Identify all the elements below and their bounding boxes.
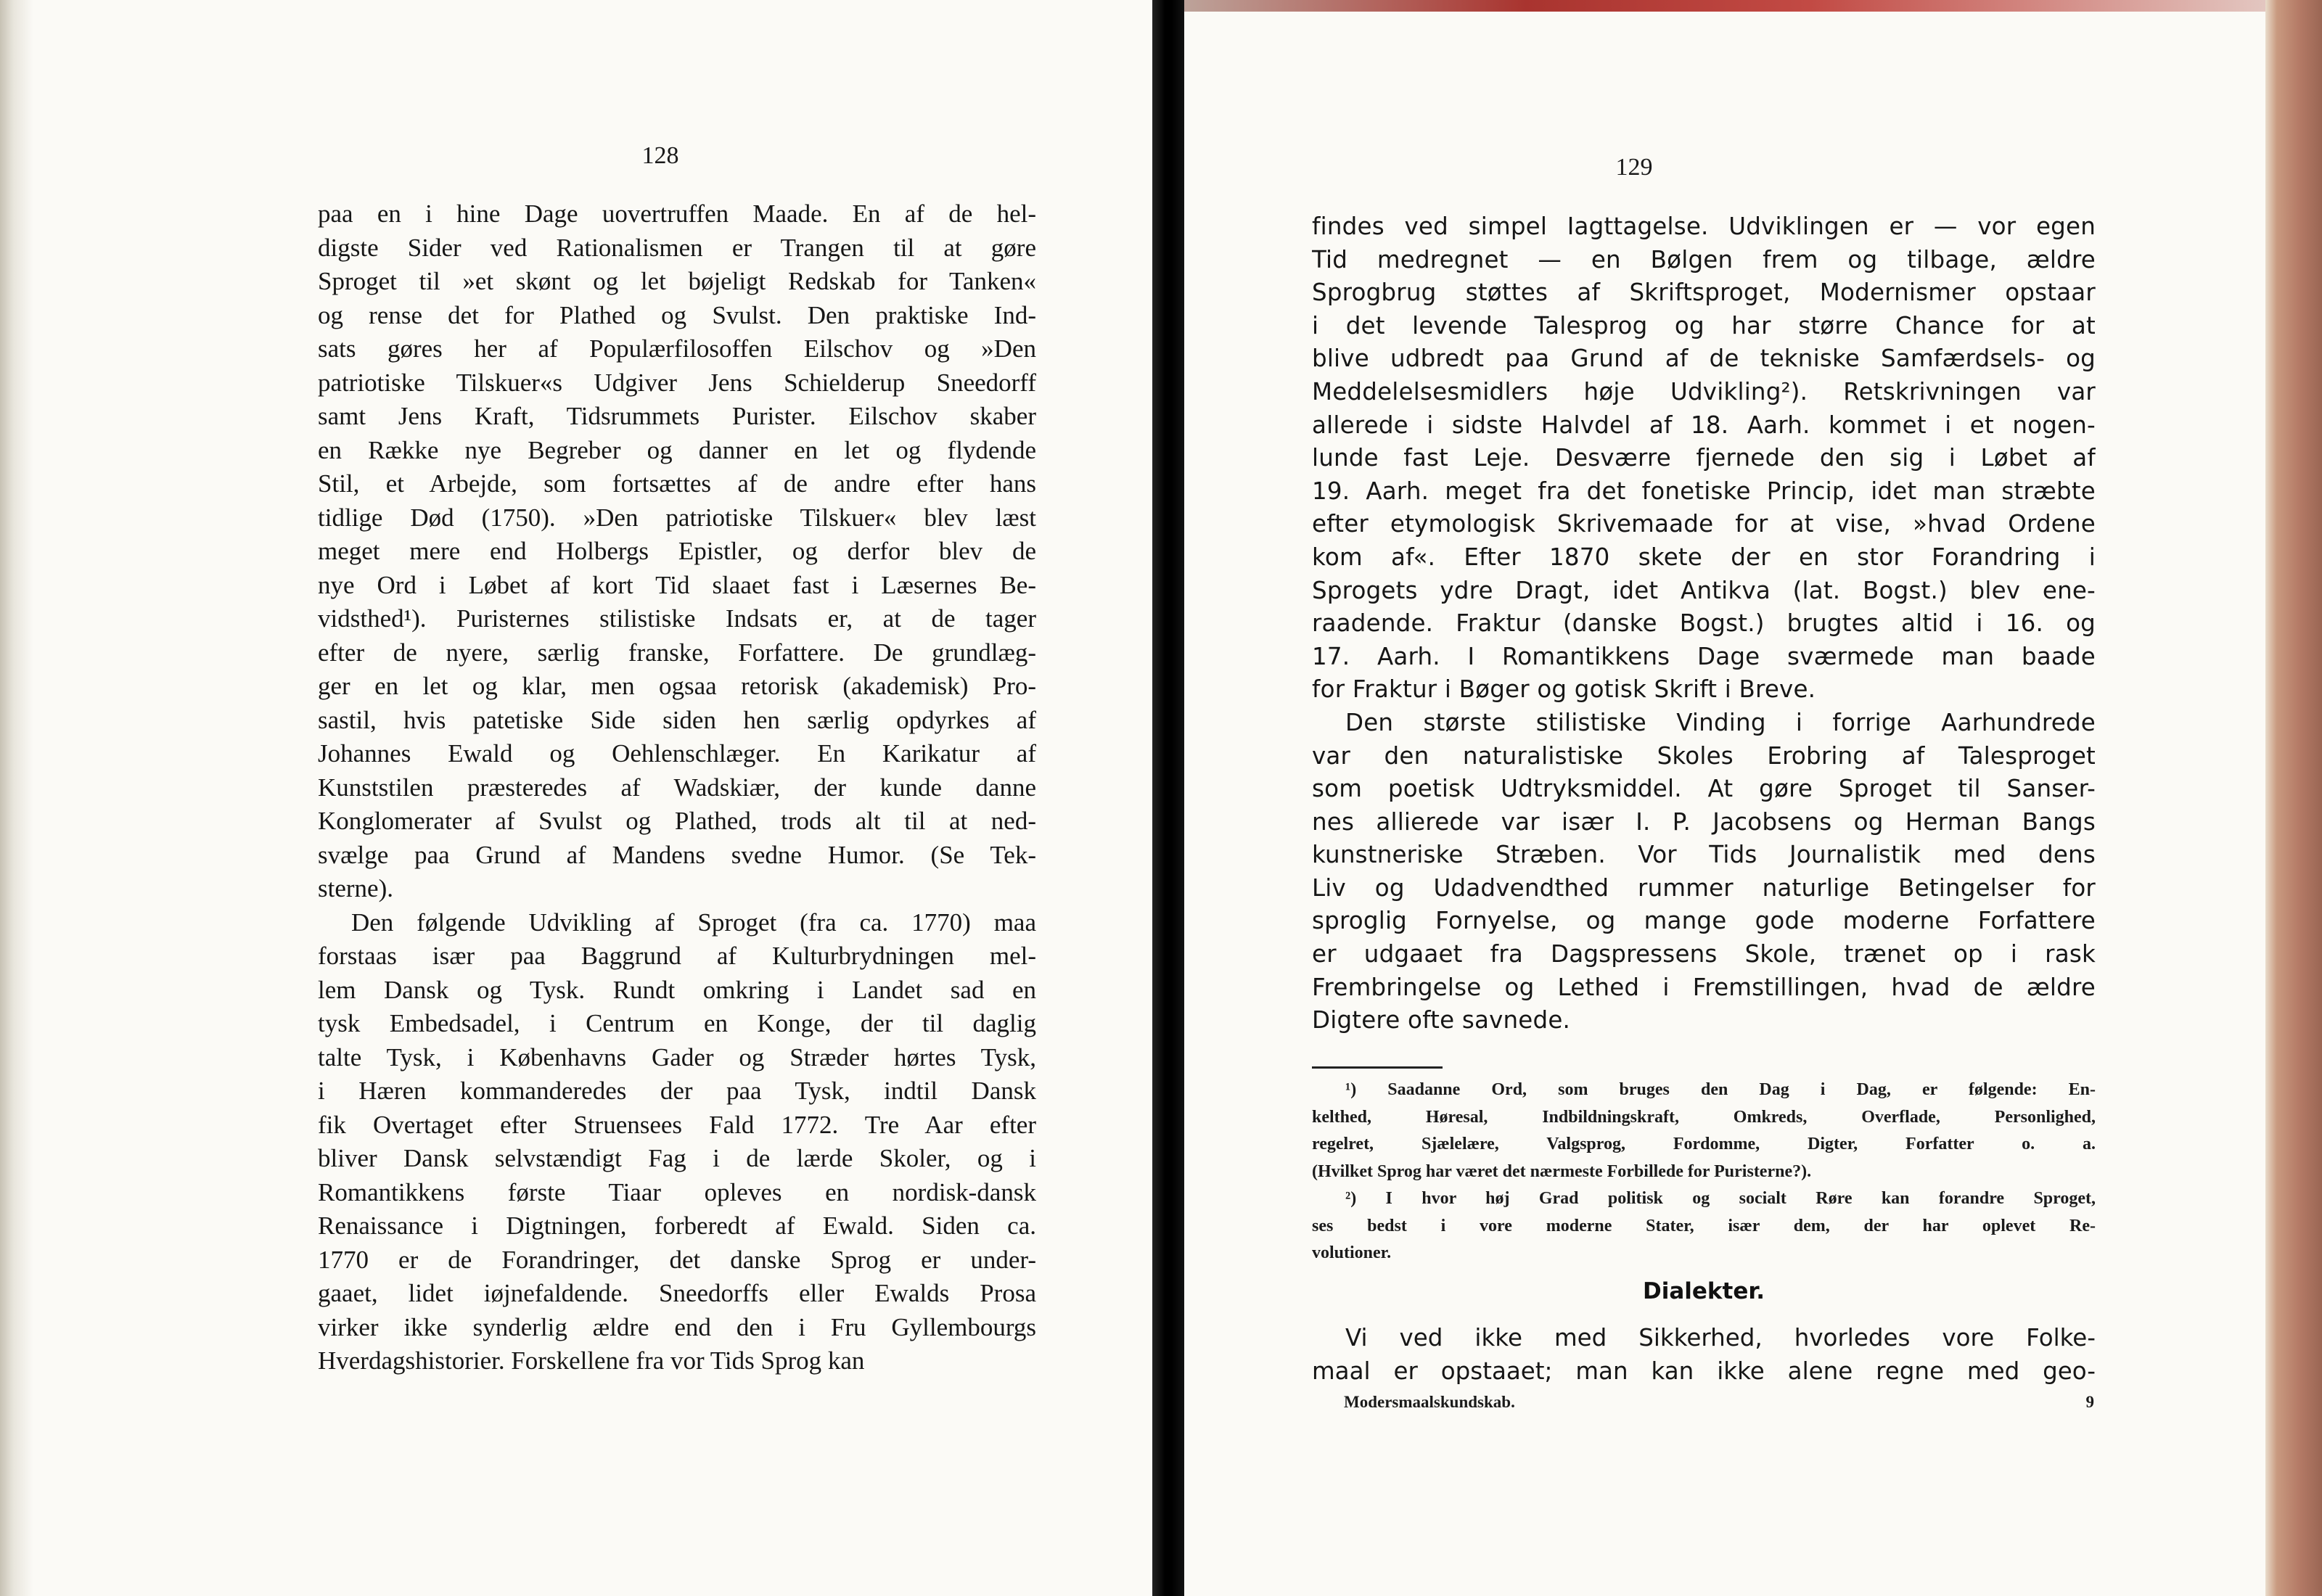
footnote-line: kelthed, Høresal, Indbildningskraft, Omkreds, Overflade, Personlighed, xyxy=(1312,1107,2096,1127)
text-line: Renaissance i Digtningen, forberedt af Ewald. Siden ca. xyxy=(318,1212,1036,1240)
text-line: Sprogets ydre Dragt, idet Antikva (lat. Bogst.) blev ene- xyxy=(1312,576,2096,604)
text-line: var den naturalistiske Skoles Erobring af Talesproget xyxy=(1312,741,2096,770)
text-line: i Hæren kommanderedes der paa Tysk, indtil Dansk xyxy=(318,1077,1036,1105)
signature-number: 9 xyxy=(2085,1393,2094,1411)
text-line: Sprogbrug støttes af Skriftsproget, Modernismer opstaar xyxy=(1312,279,2096,307)
text-line: Hverdagshistorier. Forskellene fra vor Tids Sprog kan xyxy=(318,1346,865,1375)
right-body-text xyxy=(1312,210,2096,1037)
text-line: findes ved simpel Iagttagelse. Udviklingen er — vor egen xyxy=(1312,213,2096,240)
text-line: maal er opstaaet; man kan ikke alene regne med geo- xyxy=(1312,1357,2096,1385)
text-line: kom af«. Efter 1870 skete der en stor Forandring i xyxy=(1312,543,2096,571)
text-line: er udgaaet fra Dagspressens Skole, trænet op i rask xyxy=(1312,940,2096,968)
right-page xyxy=(1184,0,2322,1596)
text-line: Meddelelsesmidlers høje Udvikling²). Retskrivningen var xyxy=(1312,377,2096,406)
text-line: svælge paa Grund af Mandens svedne Humor. (Se Tek- xyxy=(318,840,1036,869)
text-line: nes allierede var især I. P. Jacobsens og Herman Bangs xyxy=(1312,807,2096,836)
text-line: 17. Aarh. I Romantikkens Dage sværmede man baade xyxy=(1312,642,2096,670)
text-line: blive udbredt paa Grund af de tekniske Samfærdsels- og xyxy=(1312,345,2096,373)
text-line: 1770 er de Forandringer, det danske Sprog er under- xyxy=(318,1245,1036,1274)
text-line: Johannes Ewald og Oehlenschlæger. En Karikatur af xyxy=(318,739,1036,768)
page-number-right: 129 xyxy=(1615,154,1653,181)
text-line: Sproget til »et skønt og let bøjeligt Redskab for Tanken« xyxy=(318,267,1036,295)
text-line: Den største stilistiske Vinding i forrige Aarhundrede xyxy=(1345,708,2096,736)
text-line: tysk Embedsadel, i Centrum en Konge, der til daglig xyxy=(318,1009,1036,1037)
text-line: Stil, et Arbejde, som fortsættes af de andre efter hans xyxy=(318,469,1036,498)
text-line: nye Ord i Løbet af kort Tid slaaet fast i Læsernes Be- xyxy=(318,570,1036,599)
footnote-divider xyxy=(1312,1066,1443,1069)
footnote-line: volutioner. xyxy=(1312,1243,1392,1262)
section-heading: Dialekter. xyxy=(1642,1278,1765,1304)
text-line: forstaas især paa Baggrund af Kulturbrydningen mel- xyxy=(318,942,1036,970)
text-line: vidsthed¹). Puristernes stilistiske Indsats er, at de tager xyxy=(318,604,1036,633)
footnote-line: ses bedst i vore moderne Stater, især dem, der har oplevet Re- xyxy=(1312,1216,2096,1235)
text-line: ger en let og klar, men ogsaa retorisk (akademisk) Pro- xyxy=(318,672,1036,700)
signature-line xyxy=(1344,1393,2099,1412)
text-line: for Fraktur i Bøger og gotisk Skrift i Breve. xyxy=(1312,675,1816,704)
text-line: efter etymologisk Skrivemaade for at vise, »hvad Ordene xyxy=(1312,510,2096,538)
text-line: paa en i hine Dage uovertruffen Maade. En af de hel- xyxy=(318,200,1036,228)
text-line: Konglomerater af Svulst og Plathed, trods alt til at ned- xyxy=(318,807,1036,835)
text-line: Tid medregnet — en Bølgen frem og tilbage, ældre xyxy=(1312,245,2096,273)
text-line: i det levende Talesprog og har større Chance for at xyxy=(1312,311,2096,340)
text-line: meget mere end Holbergs Epistler, og derfor blev de xyxy=(318,537,1036,565)
text-line: Romantikkens første Tiaar opleves en nordisk-dansk xyxy=(318,1177,1036,1206)
footnote-line: ¹) Saadanne Ord, som bruges den Dag i Dag, er følgende: En- xyxy=(1345,1080,2096,1099)
left-body-text xyxy=(318,197,1036,1378)
footnote-line: ²) I hvor høj Grad politisk og socialt Røre kan forandre Sproget, xyxy=(1345,1189,2096,1208)
footnote-line: regelret, Sjælelære, Valgsprog, Fordomme, Digter, Forfatter o. a. xyxy=(1312,1135,2096,1153)
book-spine-gutter xyxy=(1152,0,1184,1596)
text-line: digste Sider ved Rationalismen er Trangen til at gøre xyxy=(318,233,1036,262)
signature-title: Modersmaalskundskab. xyxy=(1344,1393,1515,1411)
page-edge-shadow xyxy=(0,0,33,1596)
text-line: og rense det for Plathed og Svulst. Den praktiske Ind- xyxy=(318,300,1036,329)
text-line: Digtere ofte savnede. xyxy=(1312,1006,1571,1034)
text-line: lem Dansk og Tysk. Rundt omkring i Landet sad en xyxy=(318,975,1036,1004)
text-line: patriotiske Tilskuer«s Udgiver Jens Schielderup Sneedorff xyxy=(318,368,1036,397)
text-line: som poetisk Udtryksmiddel. At gøre Sproget til Sanser- xyxy=(1312,775,2096,803)
footnote-line: (Hvilket Sprog har været det nærmeste Forbillede for Puristerne?). xyxy=(1312,1161,1812,1181)
section-body-text xyxy=(1312,1322,2096,1388)
text-line: allerede i sidste Halvdel af 18. Aarh. kommet i et nogen- xyxy=(1312,411,2096,439)
text-line: en Række nye Begreber og danner en let og flydende xyxy=(318,435,1036,464)
text-line: virker ikke synderlig ældre end den i Fru Gyllembourgs xyxy=(318,1312,1036,1341)
text-line: Kunststilen præsteredes af Wadskiær, der kunde danne xyxy=(318,773,1036,802)
text-line: kunstneriske Stræben. Vor Tids Journalistik med dens xyxy=(1312,841,2096,869)
text-line: efter de nyere, særlig franske, Forfattere. De grundlæg- xyxy=(318,638,1036,667)
text-line: talte Tysk, i Københavns Gader og Stræder hørtes Tysk, xyxy=(318,1042,1036,1071)
book-cover-edge xyxy=(2265,0,2322,1596)
text-line: sproglig Fornyelse, og mange gode moderne Forfattere xyxy=(1312,907,2096,935)
text-line: tidlige Død (1750). »Den patriotiske Tilskuer« blev læst xyxy=(318,503,1036,532)
page-number-left: 128 xyxy=(641,142,679,169)
page-top-edge xyxy=(1184,0,2322,12)
text-line: Vi ved ikke med Sikkerhed, hvorledes vore Folke- xyxy=(1345,1324,2096,1352)
text-line: 19. Aarh. meget fra det fonetiske Princip, idet man stræbte xyxy=(1312,477,2096,505)
footnotes xyxy=(1312,1077,2096,1267)
left-page xyxy=(0,0,1152,1596)
text-line: gaaet, lidet iøjnefaldende. Sneedorffs eller Ewalds Prosa xyxy=(318,1279,1036,1307)
text-line: samt Jens Kraft, Tidsrummets Purister. Eilschov skaber xyxy=(318,402,1036,430)
text-line: Den følgende Udvikling af Sproget (fra ca. 1770) maa xyxy=(351,908,1036,937)
text-line: bliver Dansk selvstændigt Fag i de lærde Skoler, og i xyxy=(318,1144,1036,1172)
text-line: raadende. Fraktur (danske Bogst.) brugtes altid i 16. og xyxy=(1312,609,2096,638)
text-line: Frembringelse og Lethed i Fremstillingen, hvad de ældre xyxy=(1312,973,2096,1001)
text-line: lunde fast Leje. Desværre fjernede den sig i Løbet af xyxy=(1312,444,2096,472)
text-line: sats gøres her af Populærfilosoffen Eilschov og »Den xyxy=(318,334,1036,363)
text-line: sterne). xyxy=(318,874,393,902)
text-line: fik Overtaget efter Struensees Fald 1772. Tre Aar efter xyxy=(318,1110,1036,1139)
text-line: Liv og Udadvendthed rummer naturlige Betingelser for xyxy=(1312,873,2096,902)
text-line: sastil, hvis patetiske Side siden hen særlig opdyrkes af xyxy=(318,705,1036,734)
